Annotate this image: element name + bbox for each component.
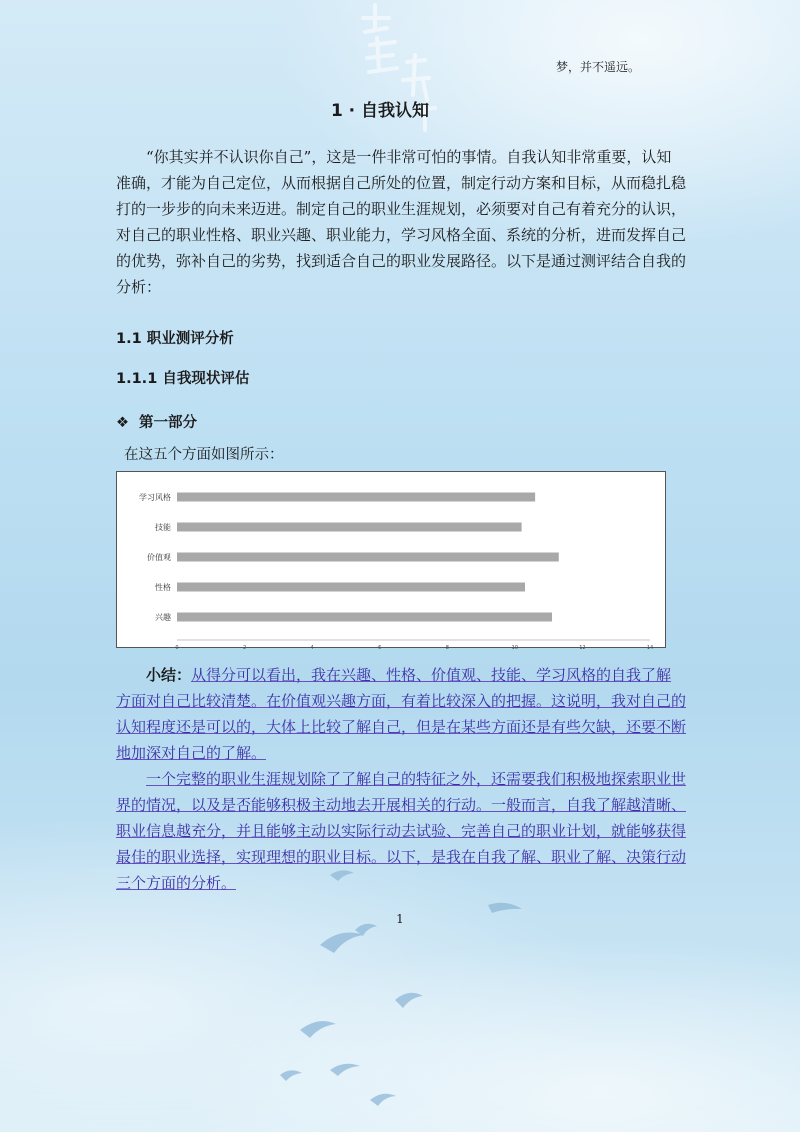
category-label: 技能 bbox=[155, 523, 171, 532]
x-tick-label: 12 bbox=[579, 645, 586, 651]
bar-chart-svg bbox=[117, 472, 665, 651]
bar bbox=[177, 553, 559, 562]
bar bbox=[177, 613, 552, 622]
category-label: 兴趣 bbox=[155, 613, 171, 622]
page-number: 1 bbox=[396, 912, 404, 926]
intro-paragraph: “你其实并不认识你自己”，这是一件非常可怕的事情。自我认知非常重要，认知准确，才能为自己定位，从而根据自己所处的位置，制定行动方案和目标，从而稳扎稳打的一步步的向未来迈进。制定自己的职业生涯规划，必须要对自己有着充分的认识，对自己的职业性格、职业兴趣、职业能力，学习风格全面、系统的分析，进而发挥自己的优势，弥补自己的劣势，找到适合自己的职业发展路径。以下是通过测评结合自我的分析： bbox=[116, 148, 687, 296]
career-planning-text[interactable]: 一个完整的职业生涯规划除了了解自己的特征之外，还需要我们积极地探索职业世界的情况，以及是否能够积极主动地去开展相关的行动。一般而言，自我了解越清晰、职业信息越充分，并且能够主动以实际行动去试验、完善自己的职业计划，就能够获得最佳的职业选择，实现理想的职业目标。以下，是我在自我了解、职业了解、决策行动三个方面的分析。 bbox=[116, 770, 687, 892]
x-tick-label: 8 bbox=[445, 645, 449, 651]
bar bbox=[177, 493, 535, 502]
heading-part-one-label: 第一部分 bbox=[139, 415, 197, 431]
x-tick-label: 4 bbox=[310, 645, 314, 651]
diamond-bullet-icon: ❖ bbox=[116, 415, 129, 431]
bar bbox=[177, 583, 525, 592]
career-planning-paragraph bbox=[116, 766, 686, 896]
heading-1-1-1: 1.1.1 自我现状评估 bbox=[116, 371, 250, 387]
bar bbox=[177, 523, 522, 532]
x-tick-label: 0 bbox=[175, 645, 179, 651]
heading-1-1: 1.1 职业测评分析 bbox=[116, 331, 234, 347]
section-title: 1 · 自我认知 bbox=[330, 101, 430, 121]
heading-part-one bbox=[116, 411, 197, 432]
summary-label: 小结： bbox=[146, 666, 192, 684]
header-slogan: 梦，并不遥远。 bbox=[556, 60, 641, 74]
chart-caption: 在这五个方面如图所示： bbox=[124, 447, 284, 463]
summary-text[interactable]: 从得分可以看出，我在兴趣、性格、价值观、技能、学习风格的自我了解方面对自己比较清楚。在价值观兴趣方面，有着比较深入的把握。这说明，我对自己的认知程度还是可以的，大体上比较了解自己，但是在某些方面还是有些欠缺，还要不断地加深对自己的了解。 bbox=[116, 666, 687, 762]
category-label: 学习风格 bbox=[139, 493, 171, 502]
category-label: 价值观 bbox=[147, 553, 171, 562]
self-assessment-chart bbox=[116, 471, 666, 651]
summary-paragraph bbox=[116, 662, 686, 766]
x-tick-label: 14 bbox=[646, 645, 654, 651]
x-tick-label: 6 bbox=[378, 645, 382, 651]
category-label: 性格 bbox=[155, 583, 171, 592]
x-tick-label: 10 bbox=[511, 645, 519, 651]
x-tick-label: 2 bbox=[242, 645, 247, 651]
